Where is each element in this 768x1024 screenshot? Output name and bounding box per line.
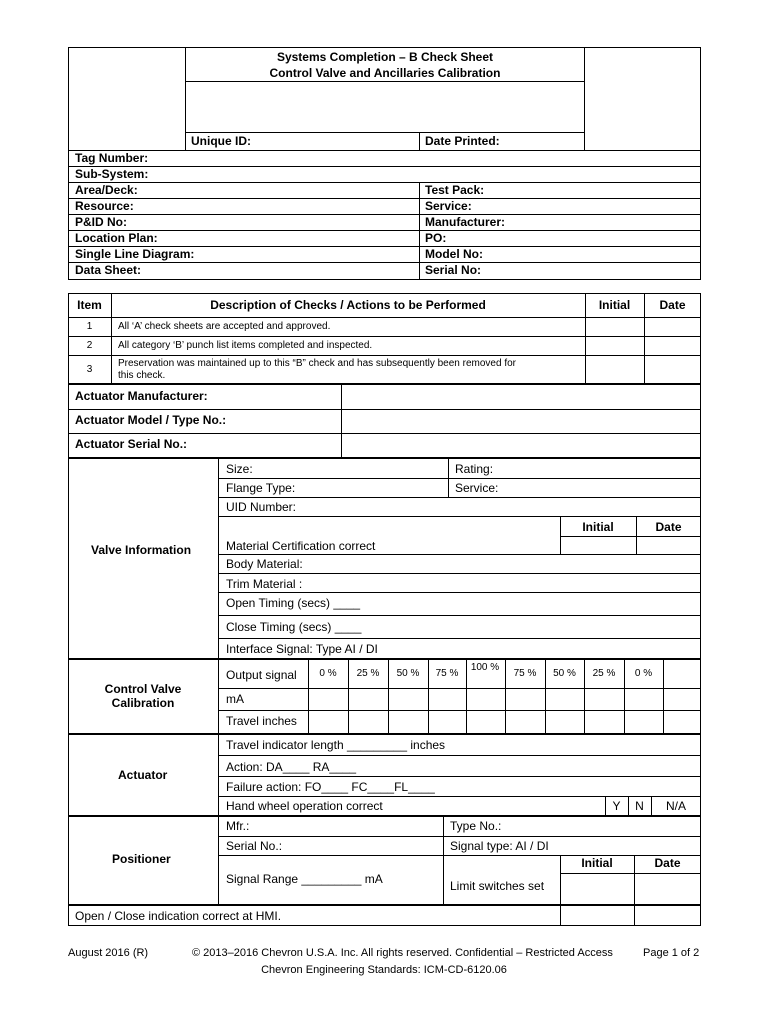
check-item-number: 3 [86,364,93,375]
actuator-info-line [68,409,701,410]
actuator-section-divider [218,734,219,816]
interface-signal-label: Interface Signal: Type AI / DI [226,642,378,656]
calibration-section-divider [218,659,219,734]
actuator-row-line [218,776,701,777]
size-label: Size: [226,462,253,476]
hand-wheel-yes: Y [612,799,621,813]
calibration-section-label-2: Calibration [111,696,175,710]
material-certification-label: Material Certification correct [226,539,376,553]
positioner-type-no-label: Type No.: [450,819,502,833]
actuator-info-line [68,433,701,434]
col-item-header: Item [77,298,102,312]
document-subtitle: Control Valve and Ancillaries Calibration [269,66,501,80]
failure-action-label: Failure action: FO____ FC____FL____ [226,780,435,794]
positioner-initial-header: Initial [581,856,613,870]
calibration-point: 50 % [396,668,420,679]
document-title: Systems Completion – B Check Sheet [276,50,494,64]
info-row-line [68,262,701,263]
test-pack-label: Test Pack: [425,183,485,197]
valve-service-label: Service: [455,481,499,495]
info-row-line [68,166,701,167]
calibration-point: 0 % [634,668,653,679]
calibration-point: 50 % [553,668,576,679]
header-title-underline [185,81,585,82]
calibration-row-line [218,688,701,689]
positioner-serial-no-label: Serial No.: [226,839,283,853]
check-item-text: Preservation was maintained up to this “B” check and has subsequently been removed for [118,358,516,369]
location-plan-label: Location Plan: [75,231,158,245]
data-sheet-label: Data Sheet: [75,263,142,277]
hmi-date-divider [634,905,635,926]
pid-no-label: P&ID No: [75,215,127,229]
calibration-row-line [218,710,701,711]
limit-switches-label: Limit switches set [450,879,545,893]
output-signal-label: Output signal [226,668,297,682]
ma-label: mA [226,692,244,706]
flange-type-label: Flange Type: [226,481,296,495]
footer-copyright: © 2013–2016 Chevron U.S.A. Inc. All rights reserved. Confidential – Restricted Access [192,947,613,959]
hmi-indication-label: Open / Close indication correct at HMI. [75,909,282,923]
positioner-row-line [218,836,701,837]
valve-row-line [218,497,701,498]
hand-wheel-no: N [635,799,644,813]
travel-inches-label: Travel inches [226,714,297,728]
single-line-diagram-label: Single Line Diagram: [75,247,195,261]
unique-id-label: Unique ID: [191,134,251,148]
valve-col-divider [448,458,449,497]
footer-date-revision: August 2016 (R) [68,947,149,959]
service-label: Service: [425,199,472,213]
valve-row-line [218,592,701,593]
body-material-label: Body Material: [226,557,303,571]
info-col-divider [419,182,420,280]
checks-row-line [68,355,701,356]
actuator-row-line [218,755,701,756]
date-printed-label: Date Printed: [425,134,500,148]
calibration-point: 75 % [513,668,537,679]
calibration-point: 75 % [435,668,459,679]
calibration-section-label: Control Valve [104,682,182,696]
header-id-divider [419,132,420,151]
checks-row-line [68,336,701,337]
po-label: PO: [425,231,447,245]
col-description-header: Description of Checks / Actions to be Performed [210,298,486,312]
positioner-col-divider [443,816,444,905]
actuator-manufacturer-label: Actuator Manufacturer: [75,389,208,403]
info-row-line [68,198,701,199]
valve-row-line [218,638,701,639]
positioner-section-label: Positioner [112,852,171,866]
manufacturer-label: Manufacturer: [425,215,506,229]
valve-information-section-label: Valve Information [91,543,192,557]
valve-section-divider [218,458,219,659]
valve-information-block [68,458,701,659]
check-item-text: All ‘A’ check sheets are accepted and approved. [118,321,331,332]
hand-wheel-na: N/A [665,799,686,813]
check-item-text: All category ‘B’ punch list items completed and inspected. [118,340,373,351]
rating-label: Rating: [455,462,494,476]
calibration-point: 25 % [356,668,380,679]
calibration-point: 25 % [592,668,616,679]
valve-row-line [218,516,701,517]
positioner-section-divider [218,816,219,905]
info-row-line [68,182,701,183]
sub-system-label: Sub-System: [75,167,149,181]
valve-initial-line [560,536,701,537]
serial-no-label: Serial No: [425,263,482,277]
close-timing-label: Close Timing (secs) ____ [226,620,362,634]
footer-standard: Chevron Engineering Standards: ICM-CD-6120.06 [261,964,507,976]
calibration-point-100: 100 % [470,662,500,673]
resource-label: Resource: [75,199,134,213]
valve-row-line [218,478,701,479]
travel-indicator-label: Travel indicator length _________ inches [226,738,446,752]
positioner-initial-line [560,873,701,874]
valve-initial-header: Initial [582,520,614,534]
checks-header-line [68,317,701,318]
valve-row-line [218,573,701,574]
calibration-col-line [466,659,467,734]
positioner-mfr-label: Mfr.: [226,819,250,833]
calibration-point: 0 % [319,668,337,679]
check-item-number: 2 [86,340,93,351]
actuator-serial-label: Actuator Serial No.: [75,437,188,451]
valve-date-header: Date [655,520,682,534]
check-item-number: 1 [86,321,93,332]
info-row-line [68,214,701,215]
check-item-text-continued: this check. [118,370,166,381]
tag-number-label: Tag Number: [75,151,149,165]
action-label: Action: DA____ RA____ [226,760,357,774]
positioner-date-header: Date [654,856,681,870]
valve-row-line [218,615,701,616]
hmi-initial-divider [560,905,561,926]
calibration-col-line [663,659,664,734]
actuator-model-label: Actuator Model / Type No.: [75,413,227,427]
col-initial-header: Initial [598,298,631,312]
trim-material-label: Trim Material : [226,577,303,591]
hand-wheel-label: Hand wheel operation correct [226,799,383,813]
uid-number-label: UID Number: [226,500,297,514]
model-no-label: Model No: [425,247,483,261]
open-timing-label: Open Timing (secs) ____ [226,596,361,610]
footer-page-number: Page 1 of 2 [643,947,700,959]
signal-type-label: Signal type: AI / DI [450,839,549,853]
actuator-info-divider [341,384,342,458]
header-id-line [185,132,585,133]
signal-range-label: Signal Range _________ mA [226,872,383,886]
area-deck-label: Area/Deck: [75,183,138,197]
actuator-section-label: Actuator [118,768,168,782]
col-date-header: Date [659,298,686,312]
valve-row-line [218,554,701,555]
info-row-line [68,230,701,231]
